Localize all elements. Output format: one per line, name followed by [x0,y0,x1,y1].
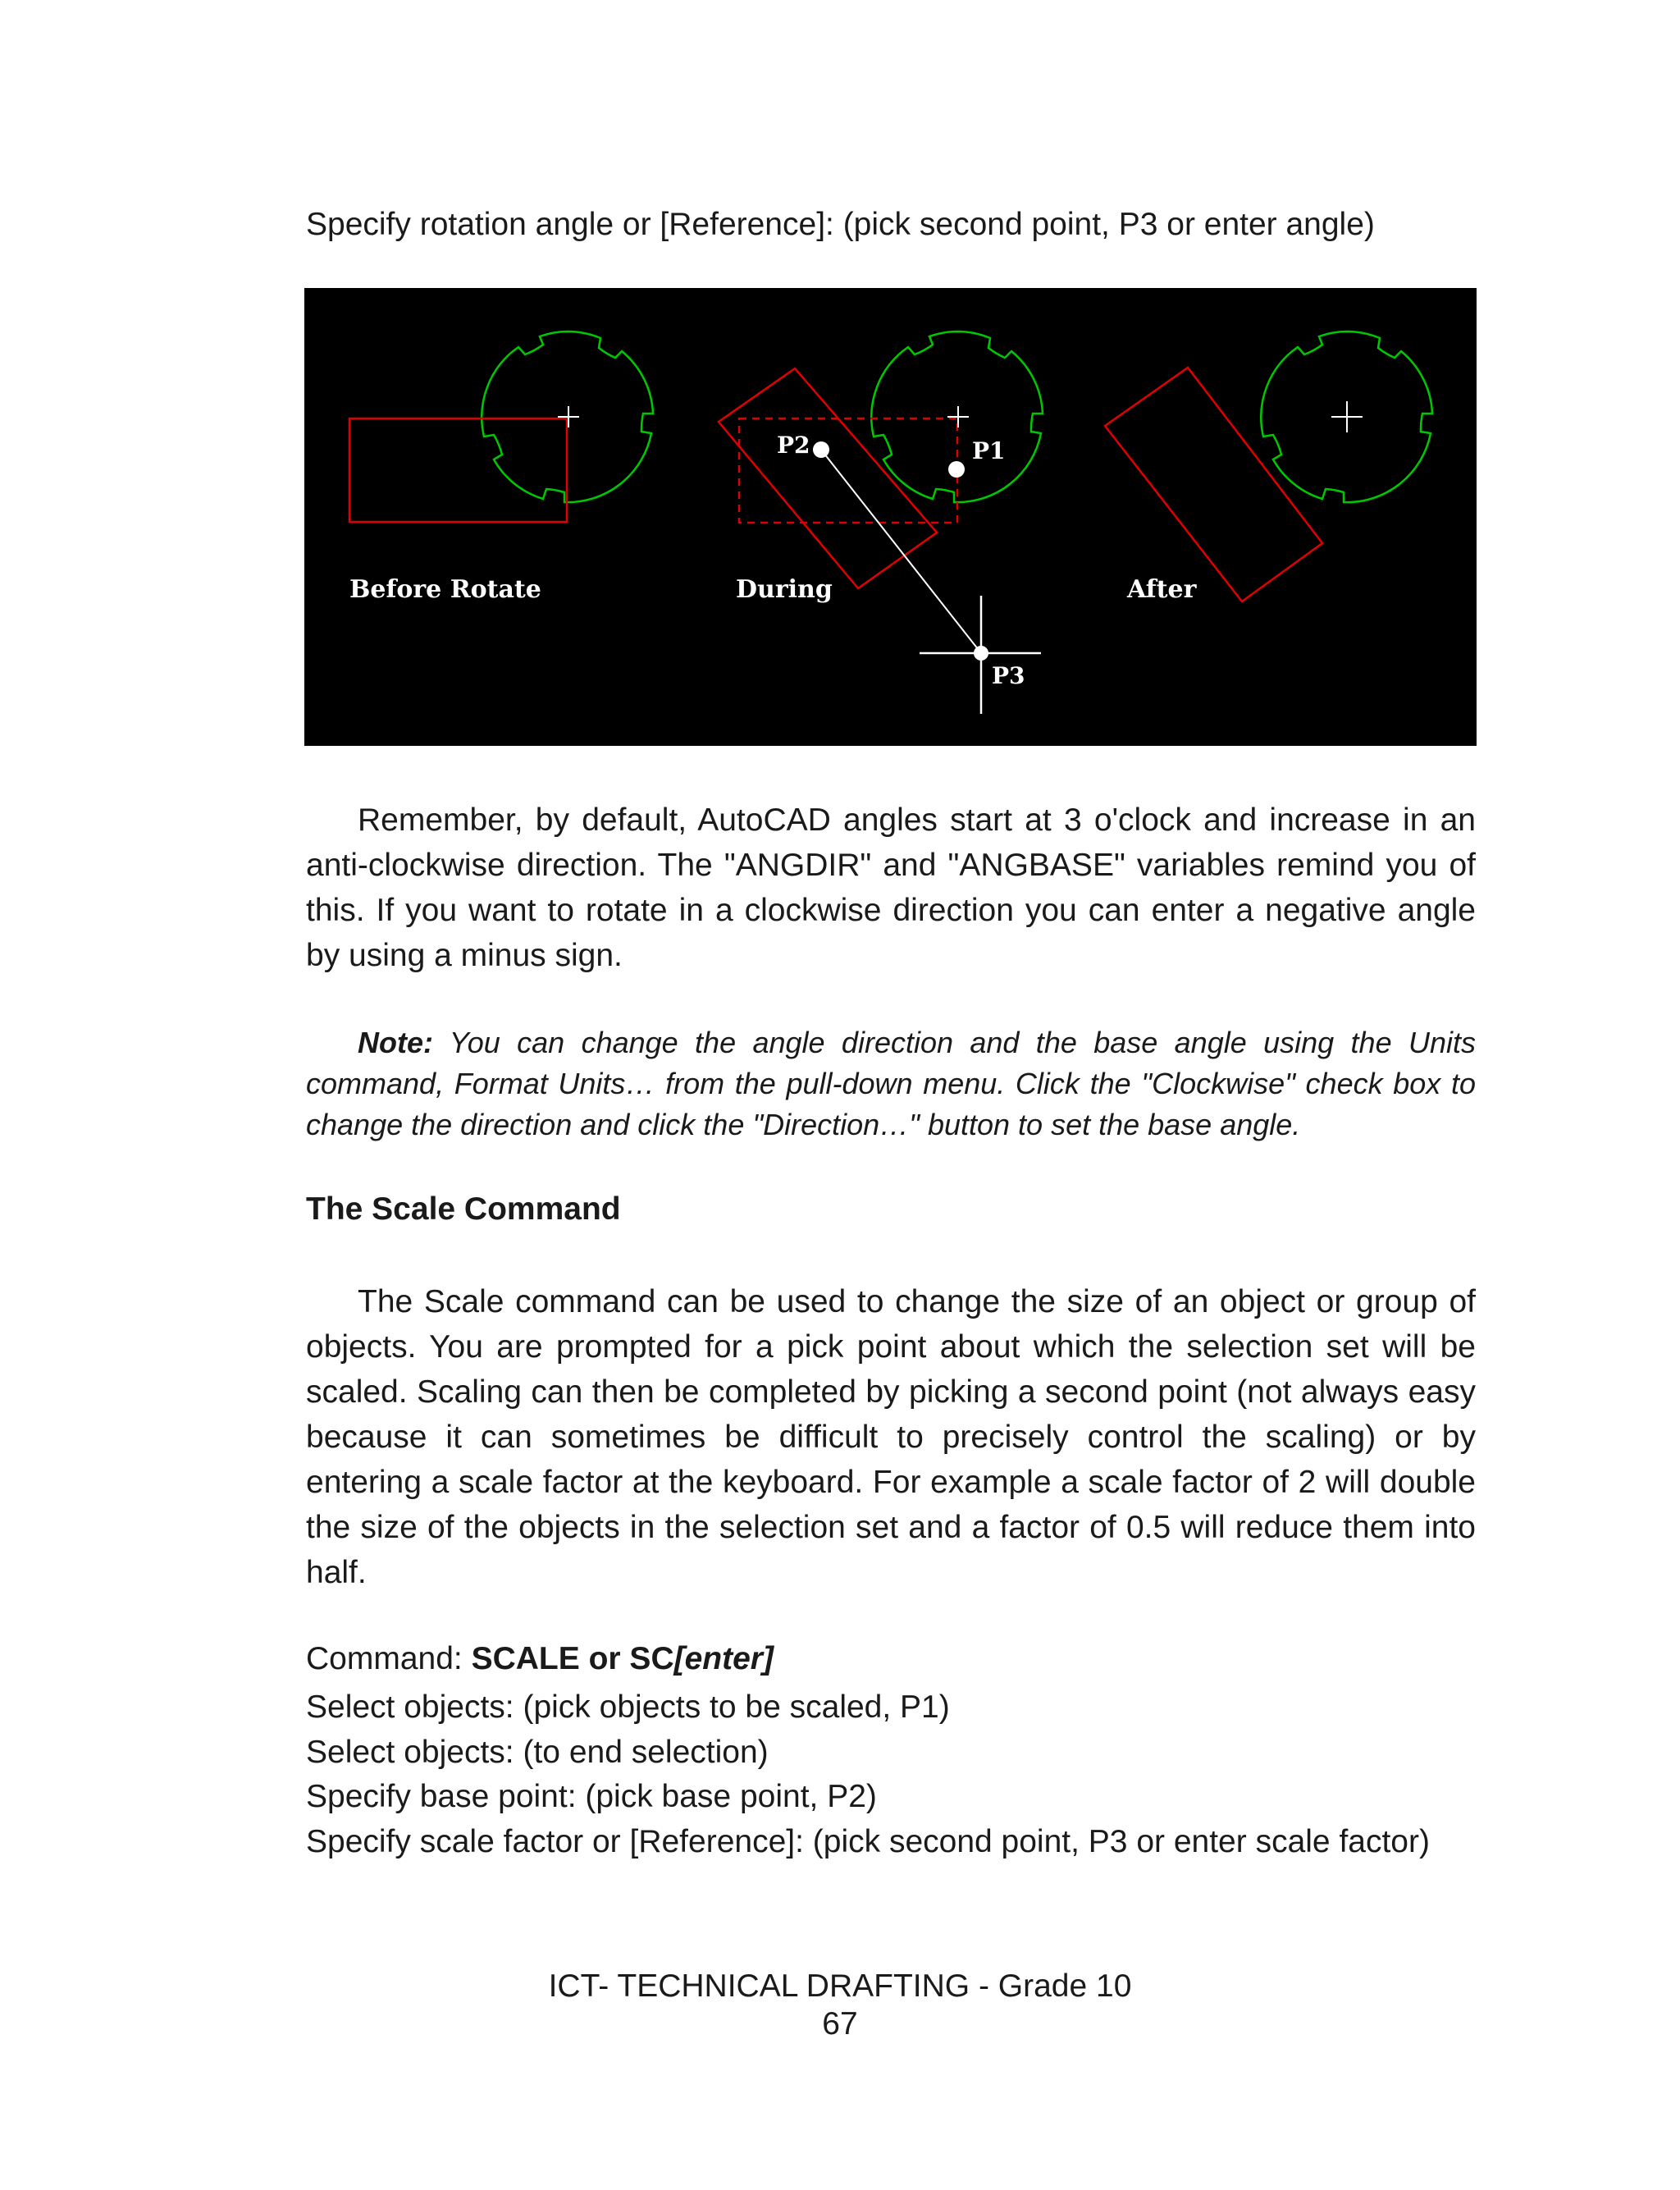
note-text: You can change the angle direction and the base angle using the Units command, Format Units… from the pull-down menu. Click the "Clockwise" check box to change the direction and click the "Direction…" button to set the base angle. [306,1026,1476,1141]
rectangle-before [349,418,567,522]
label-during: During [736,575,833,604]
label-p3: P3 [992,662,1025,689]
command-line [306,1636,1476,1681]
label-p2: P2 [777,432,810,459]
crosshair-after [1331,401,1363,432]
page-number: 67 [822,2006,858,2041]
command-prefix: Command: [306,1641,472,1676]
paragraph-angle-direction: Remember, by default, AutoCAD angles start at 3 o'clock and increase in an anti-clockwise direction. The "ANGDIR" and "ANGBASE" variables remind you of this. If you want to rotate in a clockwise direction you can enter a negative angle by using a minus sign. [306,802,1476,973]
after-group [1105,331,1432,604]
rotation-prompt: Specify rotation angle or [Reference]: (pick second point, P3 or enter angle) [306,207,1375,242]
label-before: Before Rotate [349,575,541,604]
rotate-figure [304,288,1477,746]
point-p2 [813,441,829,458]
crosshair-before [558,406,579,427]
prompt-scale-factor: Specify scale factor or [Reference]: (pick second point, P3 or enter scale factor) [306,1824,1430,1859]
prompt-base-point: Specify base point: (pick base point, P2) [306,1779,877,1814]
label-p1: P1 [972,437,1006,464]
during-group [719,331,1043,714]
note-label: Note: [358,1026,433,1059]
command-enter: [enter] [673,1641,774,1676]
footer-title: ICT- TECHNICAL DRAFTING - Grade 10 [548,1968,1132,2004]
paragraph-scale-description: The Scale command can be used to change the size of an object or group of objects. You are prompted for a pick point about which the selection set will be scaled. Scaling can then be completed by picking a second point (not always easy because it can sometimes be difficult to precisely control the scaling) or by entering a scale factor at the keyboard. For example a scale factor of 2 will double the size of the objects in the selection set and a factor of 0.5 will reduce them into half. [306,1284,1476,1590]
crosshair-during [947,406,969,427]
rectangle-original-dashed [739,418,957,523]
rotate-diagram [304,288,1477,746]
command-keyword: SCALE or SC [471,1641,674,1676]
label-after: After [1127,575,1197,604]
prompt-select-objects-1: Select objects: (pick objects to be scaled, P1) [306,1689,950,1725]
point-p1 [948,461,965,478]
prompt-select-objects-2: Select objects: (to end selection) [306,1735,769,1770]
rectangle-after [1105,368,1322,601]
before-group [349,331,653,604]
point-p3 [974,646,988,661]
scale-command-heading: The Scale Command [306,1191,621,1227]
note-paragraph [306,1022,1476,1145]
